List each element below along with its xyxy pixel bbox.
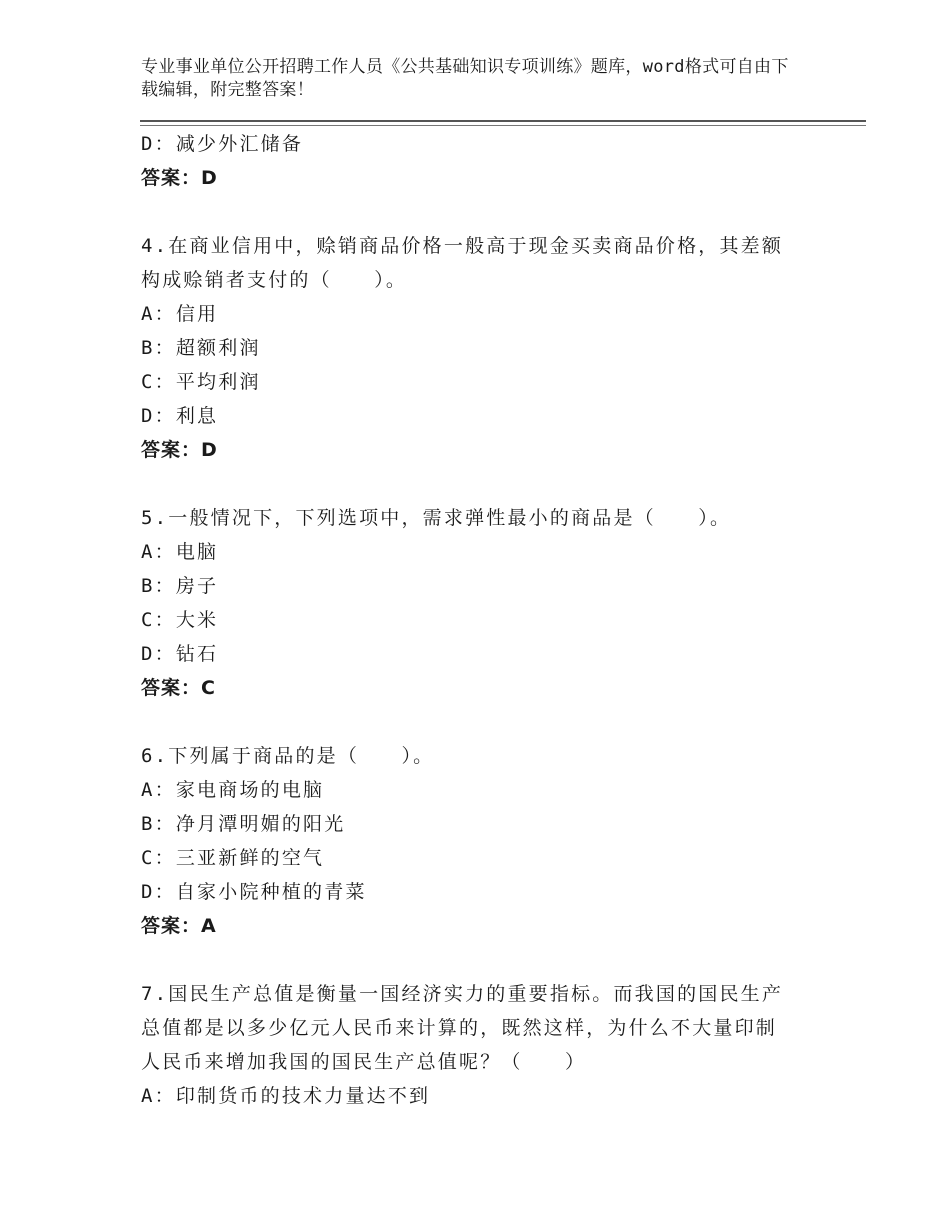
question-3-tail — [141, 127, 831, 195]
option-d: D：自家小院种植的青菜 — [141, 881, 367, 903]
option-c: C：三亚新鲜的空气 — [141, 847, 325, 869]
option-b: B：超额利润 — [141, 337, 261, 359]
question-7 — [141, 977, 831, 1113]
spacer — [141, 705, 831, 739]
page-header — [141, 56, 801, 102]
spacer — [141, 467, 831, 501]
header-rule-thick — [140, 120, 866, 122]
option-a: A：印制货币的技术力量达不到 — [141, 1085, 431, 1107]
spacer — [141, 195, 831, 229]
option-a: A：电脑 — [141, 541, 219, 563]
question-list — [141, 127, 831, 1113]
option-b: B：净月潭明媚的阳光 — [141, 813, 346, 835]
question-stem-line: 7.国民生产总值是衡量一国经济实力的重要指标。而我国的国民生产 — [141, 983, 784, 1005]
option-c: C：大米 — [141, 609, 219, 631]
option-b: B：房子 — [141, 575, 219, 597]
option-d: D：钻石 — [141, 643, 219, 665]
question-4 — [141, 229, 831, 467]
option-d: D：减少外汇储备 — [141, 133, 304, 155]
option-c: C：平均利润 — [141, 371, 261, 393]
answer-line: 答案：D — [141, 167, 218, 189]
option-a: A：信用 — [141, 303, 219, 325]
option-a: A：家电商场的电脑 — [141, 779, 325, 801]
option-d: D：利息 — [141, 405, 219, 427]
spacer — [141, 943, 831, 977]
question-stem-line: 构成赊销者支付的（ ）。 — [141, 269, 408, 291]
question-stem-line: 6.下列属于商品的是（ ）。 — [141, 745, 435, 767]
question-6 — [141, 739, 831, 943]
question-5 — [141, 501, 831, 705]
question-stem-line: 4.在商业信用中，赊销商品价格一般高于现金买卖商品价格，其差额 — [141, 235, 784, 257]
answer-line: 答案：C — [141, 677, 216, 699]
question-stem-line: 人民币来增加我国的国民生产总值呢？（ ） — [141, 1051, 587, 1073]
header-rule-thin — [140, 125, 866, 126]
question-stem-line: 5.一般情况下，下列选项中，需求弹性最小的商品是（ ）。 — [141, 507, 732, 529]
question-stem-line: 总值都是以多少亿元人民币来计算的，既然这样，为什么不大量印制 — [141, 1017, 778, 1039]
header-text: 专业事业单位公开招聘工作人员《公共基础知识专项训练》题库，word格式可自由下载编辑，附完整答案！ — [141, 57, 789, 100]
answer-line: 答案：D — [141, 439, 218, 461]
answer-line: 答案：A — [141, 915, 217, 937]
